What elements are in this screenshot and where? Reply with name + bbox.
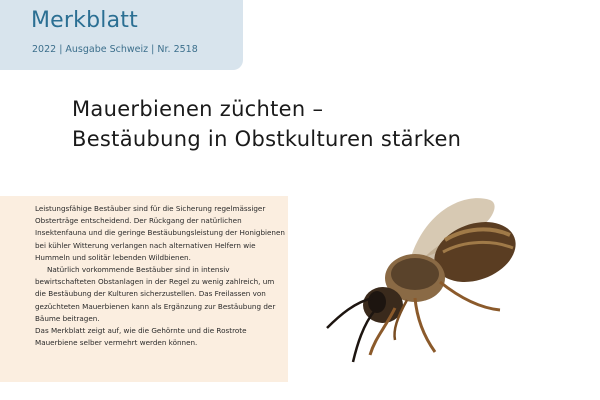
page-title xyxy=(72,94,461,154)
bee-leg-middle xyxy=(415,298,435,352)
header-title: Merkblatt xyxy=(31,8,138,33)
header-subtitle: 2022 | Ausgabe Schweiz | Nr. 2518 xyxy=(32,44,198,55)
page-title-line-1: Mauerbienen züchten – xyxy=(72,97,324,121)
page-title-line-2: Bestäubung in Obstkulturen stärken xyxy=(72,127,462,151)
intro-paragraph-3: Das Merkblatt zeigt auf, wie die Gehörnte und die Rostrote Mauerbiene selber vermehrt werden können. xyxy=(35,326,247,348)
intro-text xyxy=(35,203,285,349)
intro-paragraph-1: Leistungsfähige Bestäuber sind für die Sicherung regelmässiger Obsterträge entscheidend. Der Rückgang der natürlichen Insektenfauna und die geringe Bestäubungsleistung der Honigbienen bei kühler Witterung verlangen nach alternativen Helfern wie Hummeln und solitär lebenden Wildbienen. xyxy=(35,204,285,262)
intro-paragraph-2: Natürlich vorkommende Bestäuber sind in intensiv bewirtschafteten Obstanlagen in der Regel zu wenig zahlreich, um die Bestäubung der Kulturen sicherzustellen. Das Freilassen von gezüchteten Mauerbienen kann als Ergänzung zur Bestäubung der Bäume beitragen. xyxy=(35,265,276,323)
mason-bee-photo xyxy=(315,190,535,370)
bee-leg-rear xyxy=(440,282,500,310)
